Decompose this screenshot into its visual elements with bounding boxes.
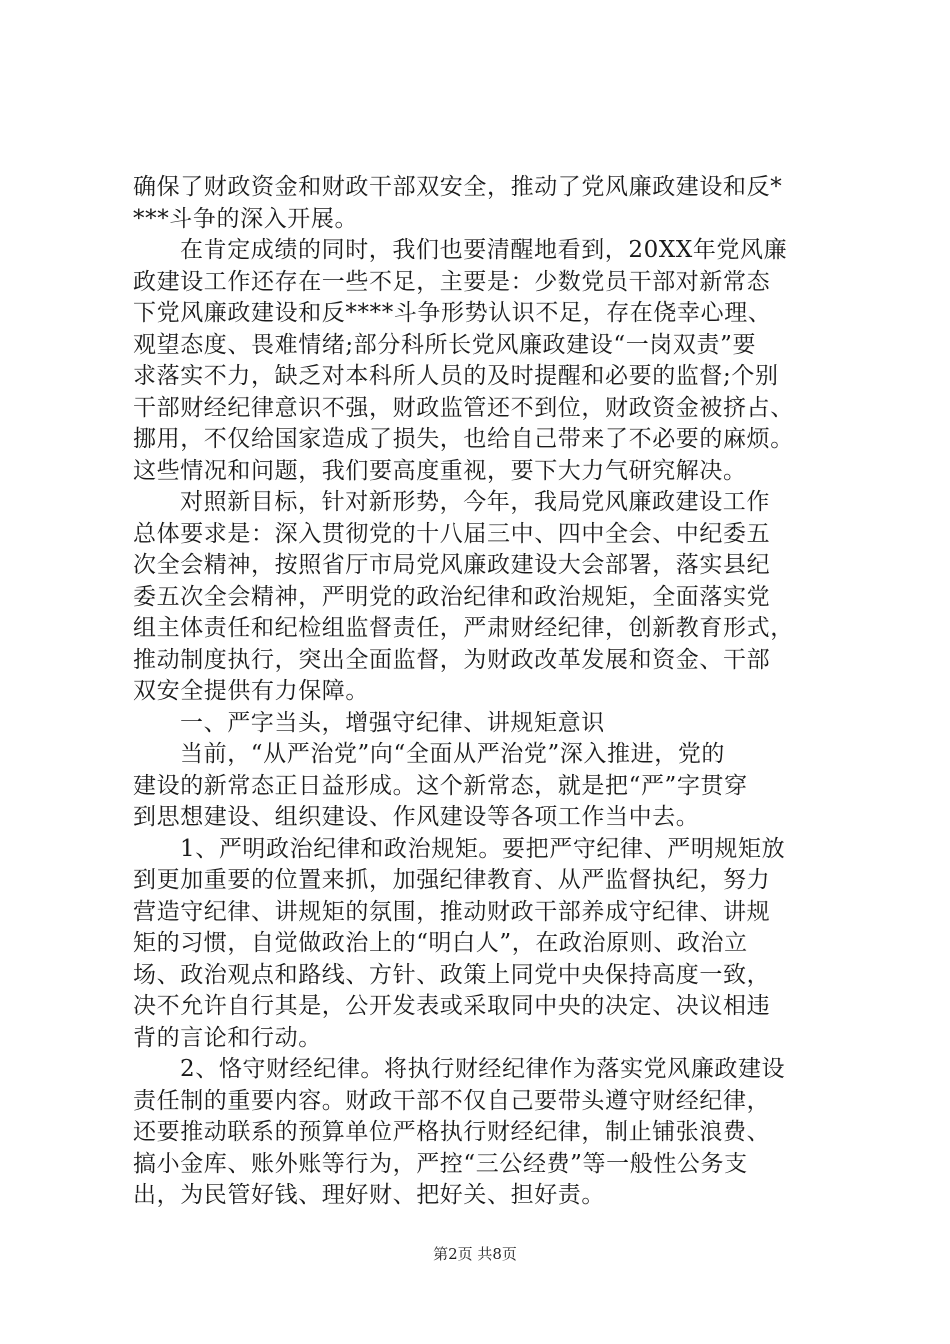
text-line: 双安全提供有力保障。 (133, 678, 369, 704)
text-line: 干部财经纪律意识不强，财政监管还不到位，财政资金被挤占、 (133, 394, 794, 421)
paragraph-start-line: 当前，“从严治党”向“全面从严治党”深入推进，党的 (180, 741, 726, 767)
text-line: 还要推动联系的预算单位严格执行财经纪律，制止铺张浪费、 (133, 1119, 771, 1145)
text-line: 总体要求是：深入贯彻党的十八届三中、四中全会、中纪委五 (133, 520, 771, 547)
text-line: 搞小金库、账外账等行为，严控“三公经费”等一般性公务支 (133, 1150, 748, 1177)
text-line: 次全会精神，按照省厅市局党风廉政建设大会部署，落实县纪 (133, 552, 771, 578)
paragraph-start-line: 在肯定成绩的同时，我们也要清醒地看到，20XX年党风廉 (180, 237, 788, 263)
text-line: 营造守纪律、讲规矩的氛围，推动财政干部养成守纪律、讲规 (133, 898, 771, 925)
text-line: 场、政治观点和路线、方针、政策上同党中央保持高度一致， (133, 961, 771, 988)
paragraph-start-line: 2、恪守财经纪律。将执行财经纪律作为落实党风廉政建设 (180, 1056, 786, 1082)
text-line: 到思想建设、组织建设、作风建设等各项工作当中去。 (133, 804, 700, 830)
text-line: 矩的习惯，自觉做政治上的“明白人”，在政治原则、政治立 (133, 930, 748, 956)
text-line: 这些情况和问题，我们要高度重视，要下大力气研究解决。 (133, 457, 747, 484)
text-line: 确保了财政资金和财政干部双安全，推动了党风廉政建设和反* (133, 174, 783, 200)
text-line: 挪用，不仅给国家造成了损失，也给自己带来了不必要的麻烦。 (133, 426, 794, 452)
text-line: 组主体责任和纪检组监督责任，严肃财经纪律，创新教育形式， (133, 615, 794, 641)
text-line: 委五次全会精神，严明党的政治纪律和政治规矩，全面落实党 (133, 583, 771, 610)
section-heading: 一、严字当头，增强守纪律、讲规矩意识 (180, 709, 605, 736)
text-line: 建设的新常态正日益形成。这个新常态，就是把“严”字贯穿 (133, 772, 748, 799)
text-line: 责任制的重要内容。财政干部不仅自己要带头遵守财经纪律， (133, 1087, 771, 1114)
text-line: 观望态度、畏难情绪;部分科所长党风廉政建设“一岗双责”要 (133, 331, 757, 358)
text-line: 到更加重要的位置来抓，加强纪律教育、从严监督执纪，努力 (133, 867, 771, 893)
text-line: 背的言论和行动。 (133, 1024, 322, 1051)
text-line: 推动制度执行，突出全面监督，为财政改革发展和资金、干部 (133, 646, 771, 673)
text-line: ***斗争的深入开展。 (133, 205, 359, 232)
page-number-footer: 第2页 共8页 (433, 1245, 517, 1263)
text-line: 下党风廉政建设和反****斗争形势认识不足，存在侥幸心理、 (133, 300, 772, 326)
text-line: 出，为民管好钱、理好财、把好关、担好责。 (133, 1182, 605, 1208)
text-line: 求落实不力，缺乏对本科所人员的及时提醒和必要的监督;个别 (133, 363, 779, 389)
paragraph-start-line: 对照新目标，针对新形势，今年，我局党风廉政建设工作 (180, 489, 770, 515)
paragraph-start-line: 1、严明政治纪律和政治规矩。要把严守纪律、严明规矩放 (180, 835, 786, 862)
text-line: 决不允许自行其是，公开发表或采取同中央的决定、决议相违 (133, 993, 771, 1019)
text-line: 政建设工作还存在一些不足，主要是：少数党员干部对新常态 (133, 268, 771, 295)
document-body (133, 172, 833, 1212)
